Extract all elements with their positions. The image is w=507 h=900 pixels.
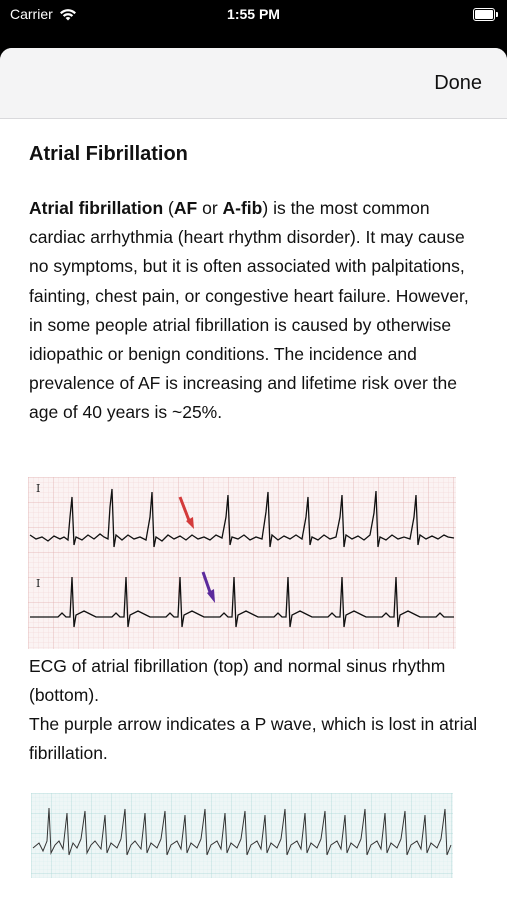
done-button[interactable]: Done: [434, 72, 482, 94]
svg-text:I: I: [36, 481, 41, 495]
ecg-strip-image: [31, 793, 453, 878]
svg-text:I: I: [36, 576, 41, 590]
intro-or: or: [197, 198, 223, 218]
modal-sheet: [0, 48, 507, 900]
caption-line-1: ECG of atrial fibrillation (top) and normal sinus rhythm (bottom).: [29, 655, 446, 705]
navigation-bar: [0, 48, 507, 119]
carrier-label: Carrier: [10, 6, 53, 22]
intro-text: ) is the most common cardiac arrhythmia (heart rhythm disorder). It may cause no symptoms, but it is often associated with palpitations, fainting, chest pain, or congestive heart failure. However, in some people atrial fibrillation is caused by otherwise idiopathic or benign conditions. The incidence and prevalence of AF is increasing and lifetime risk over the age of 40 years is ~25%.: [29, 198, 469, 423]
status-bar: [0, 0, 507, 30]
article-intro-paragraph: [29, 194, 479, 428]
intro-term: Atrial fibrillation: [29, 198, 164, 218]
ecg-comparison-image: [28, 477, 456, 649]
ecg-comparison-drawing: [28, 477, 456, 649]
ecg-strip-drawing: [31, 793, 453, 878]
article-content: [29, 118, 479, 878]
article-title: Atrial Fibrillation: [29, 143, 188, 165]
figure-caption: [29, 652, 479, 769]
caption-line-2: The purple arrow indicates a P wave, which is lost in atrial fibrillation.: [29, 714, 478, 764]
intro-open-paren: (: [163, 198, 174, 218]
intro-abbr-afib: A-fib: [222, 198, 263, 218]
intro-abbr-af: AF: [173, 198, 198, 218]
battery-icon: [473, 8, 495, 21]
status-time: 1:55 PM: [227, 6, 280, 22]
